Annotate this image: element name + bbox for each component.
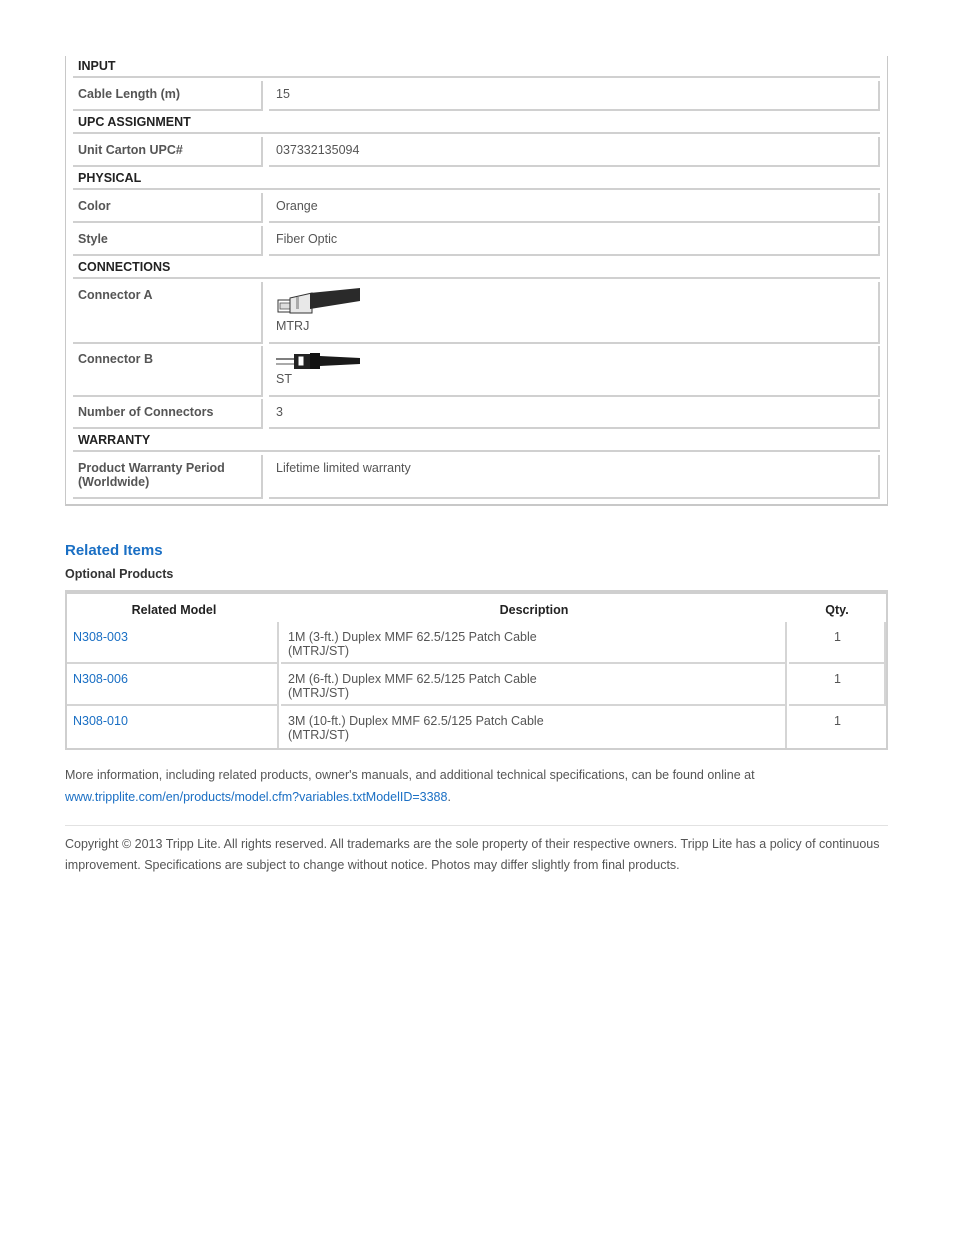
related-description: 2M (6-ft.) Duplex MMF 62.5/125 Patch Cable (MTRJ/ST) bbox=[288, 672, 537, 700]
unit-carton-upc-value: 037332135094 bbox=[269, 137, 880, 167]
related-model-link[interactable]: N308-006 bbox=[73, 672, 128, 686]
related-qty: 1 bbox=[834, 714, 841, 728]
table-row bbox=[67, 664, 279, 706]
section-divider bbox=[73, 277, 880, 279]
cable-length-label: Cable Length (m) bbox=[73, 81, 263, 111]
section-heading-warranty: WARRANTY bbox=[78, 433, 151, 447]
table-cell-qty bbox=[789, 664, 886, 706]
number-of-connectors-value: 3 bbox=[269, 399, 880, 429]
info-period: . bbox=[447, 790, 451, 804]
table-row bbox=[67, 622, 279, 664]
table-cell-qty bbox=[789, 706, 886, 748]
section-heading-input: INPUT bbox=[78, 59, 116, 73]
color-label: Color bbox=[73, 193, 263, 223]
connector-b-cell bbox=[269, 346, 880, 397]
connector-a-value: MTRJ bbox=[276, 319, 310, 333]
unit-carton-upc-label: Unit Carton UPC# bbox=[73, 137, 263, 167]
header-related-model: Related Model bbox=[131, 603, 217, 617]
mtrj-connector-icon bbox=[276, 287, 362, 317]
section-divider bbox=[73, 76, 880, 78]
spec-table bbox=[65, 56, 888, 506]
related-description: 1M (3-ft.) Duplex MMF 62.5/125 Patch Cable (MTRJ/ST) bbox=[288, 630, 537, 658]
connector-a-cell bbox=[269, 282, 880, 344]
table-cell-description bbox=[281, 622, 787, 664]
table-cell-qty bbox=[789, 622, 886, 664]
related-description: 3M (10-ft.) Duplex MMF 62.5/125 Patch Cable (MTRJ/ST) bbox=[288, 714, 544, 742]
color-value: Orange bbox=[269, 193, 880, 223]
warranty-period-label: Product Warranty Period (Worldwide) bbox=[73, 455, 263, 499]
connector-b-value: ST bbox=[276, 372, 292, 386]
cable-length-value: 15 bbox=[269, 81, 880, 111]
table-cell-description bbox=[281, 706, 787, 748]
style-value: Fiber Optic bbox=[269, 226, 880, 256]
warranty-period-value: Lifetime limited warranty bbox=[269, 455, 880, 499]
product-page-link[interactable]: www.tripplite.com/en/products/model.cfm?variables.txtModelID=3388 bbox=[65, 790, 448, 804]
related-model-link[interactable]: N308-003 bbox=[73, 630, 128, 644]
number-of-connectors-label: Number of Connectors bbox=[73, 399, 263, 429]
table-row bbox=[67, 706, 279, 748]
spec-rows bbox=[73, 56, 880, 506]
related-qty: 1 bbox=[834, 630, 841, 644]
section-heading-upc: UPC ASSIGNMENT bbox=[78, 115, 191, 129]
related-model-link[interactable]: N308-010 bbox=[73, 714, 128, 728]
section-divider bbox=[73, 132, 880, 134]
more-info-text: More information, including related products, owner's manuals, and additional technical specifications, can be found online at bbox=[65, 768, 755, 782]
connector-a-label: Connector A bbox=[73, 282, 263, 344]
header-description: Description bbox=[499, 603, 569, 617]
section-heading-connections: CONNECTIONS bbox=[78, 260, 171, 274]
optional-products-subtitle: Optional Products bbox=[65, 567, 174, 581]
section-divider bbox=[73, 450, 880, 452]
related-qty: 1 bbox=[834, 672, 841, 686]
related-items-table bbox=[65, 590, 888, 750]
st-connector-icon bbox=[276, 351, 362, 371]
section-heading-physical: PHYSICAL bbox=[78, 171, 142, 185]
copyright-text: Copyright © 2013 Tripp Lite. All rights reserved. All trademarks are the sole property of their respective owners. Tripp Lite has a policy of continuous improvement. Specifications are subject to change without notice. Photos may differ slightly from final products. bbox=[65, 837, 880, 872]
table-cell-description bbox=[281, 664, 787, 706]
section-divider bbox=[73, 188, 880, 190]
style-label: Style bbox=[73, 226, 263, 256]
related-items-title: Related Items bbox=[65, 542, 163, 559]
more-info-paragraph bbox=[65, 764, 895, 808]
header-qty: Qty. bbox=[825, 603, 849, 617]
connector-b-label: Connector B bbox=[73, 346, 263, 397]
footer-divider bbox=[65, 825, 888, 826]
